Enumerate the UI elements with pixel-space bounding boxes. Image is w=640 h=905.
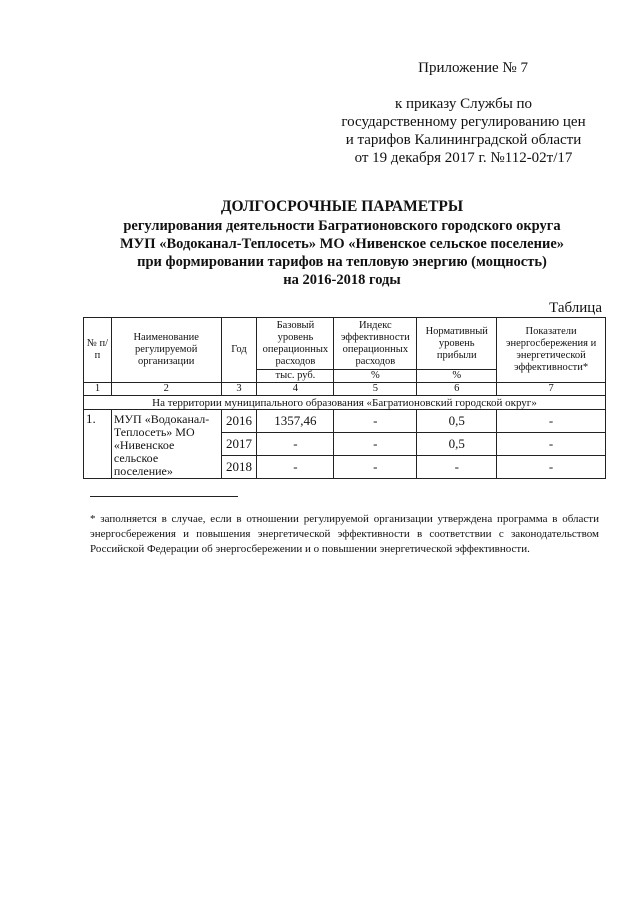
cell-year: 2018 xyxy=(221,456,257,479)
column-number: 2 xyxy=(111,383,221,396)
unit-index: % xyxy=(334,370,417,383)
order-line: от 19 декабря 2017 г. №112-02т/17 xyxy=(354,150,573,166)
cell-year: 2016 xyxy=(221,410,257,433)
column-number: 6 xyxy=(417,383,497,396)
heading-line: ДОЛГОСРОЧНЫЕ ПАРАМЕТРЫ xyxy=(220,198,464,215)
cell-base: - xyxy=(257,433,334,456)
header-energy: Показатели энергосбережения и энергетической эффективности* xyxy=(497,318,606,383)
order-line: к приказу Службы по xyxy=(394,96,533,112)
cell-index: - xyxy=(334,410,417,433)
header-year: Год xyxy=(221,318,257,383)
table-label: Таблица xyxy=(549,300,602,316)
heading-line: при формировании тарифов на тепловую энергию (мощность) xyxy=(137,254,547,270)
column-number: 1 xyxy=(84,383,112,396)
column-number: 3 xyxy=(221,383,257,396)
table-row xyxy=(84,410,606,433)
cell-energy: - xyxy=(497,410,606,433)
org-name: МУП «Водоканал-Теплосеть» МО «Нивенское сельское поселение» xyxy=(111,410,221,479)
cell-profit: - xyxy=(417,456,497,479)
cell-profit: 0,5 xyxy=(417,410,497,433)
cell-year: 2017 xyxy=(221,433,257,456)
header-org: Наименование регулируемой организации xyxy=(111,318,221,383)
territory-row: На территории муниципального образования «Багратионовский городской округ» xyxy=(84,396,606,410)
document-heading xyxy=(80,198,604,289)
appendix-title: Приложение № 7 xyxy=(418,60,528,76)
cell-energy: - xyxy=(497,456,606,479)
heading-line: регулирования деятельности Багратионовского городского округа xyxy=(123,218,561,234)
column-number: 4 xyxy=(257,383,334,396)
order-line: и тарифов Калининградской области xyxy=(345,132,582,148)
cell-profit: 0,5 xyxy=(417,433,497,456)
cell-base: - xyxy=(257,456,334,479)
header-base: Базовый уровень операционных расходов xyxy=(257,318,334,370)
unit-profit: % xyxy=(417,370,497,383)
cell-index: - xyxy=(334,456,417,479)
column-number: 7 xyxy=(497,383,606,396)
cell-base: 1357,46 xyxy=(257,410,334,433)
header-num: № п/п xyxy=(84,318,112,383)
column-number: 5 xyxy=(334,383,417,396)
footnote: * заполняется в случае, если в отношении регулируемой организации утверждена программа в области энергосбережения и повышения энергетической эффективности в соответствии с законодательством Российской Федерации об энергосбережении и о повышении энергетической эффективности. xyxy=(90,513,599,555)
parameters-table xyxy=(83,317,606,479)
heading-line: на 2016-2018 годы xyxy=(283,272,401,288)
cell-index: - xyxy=(334,433,417,456)
row-index: 1. xyxy=(84,410,112,479)
footnote-divider xyxy=(90,496,238,497)
header-profit: Нормативный уровень прибыли xyxy=(417,318,497,370)
order-reference xyxy=(336,95,591,167)
heading-line: МУП «Водоканал-Теплосеть» МО «Нивенское сельское поселение» xyxy=(119,236,565,252)
header-index: Индекс эффективности операционных расходов xyxy=(334,318,417,370)
cell-energy: - xyxy=(497,433,606,456)
order-line: государственному регулированию цен xyxy=(341,114,586,130)
unit-base: тыс. руб. xyxy=(257,370,334,383)
